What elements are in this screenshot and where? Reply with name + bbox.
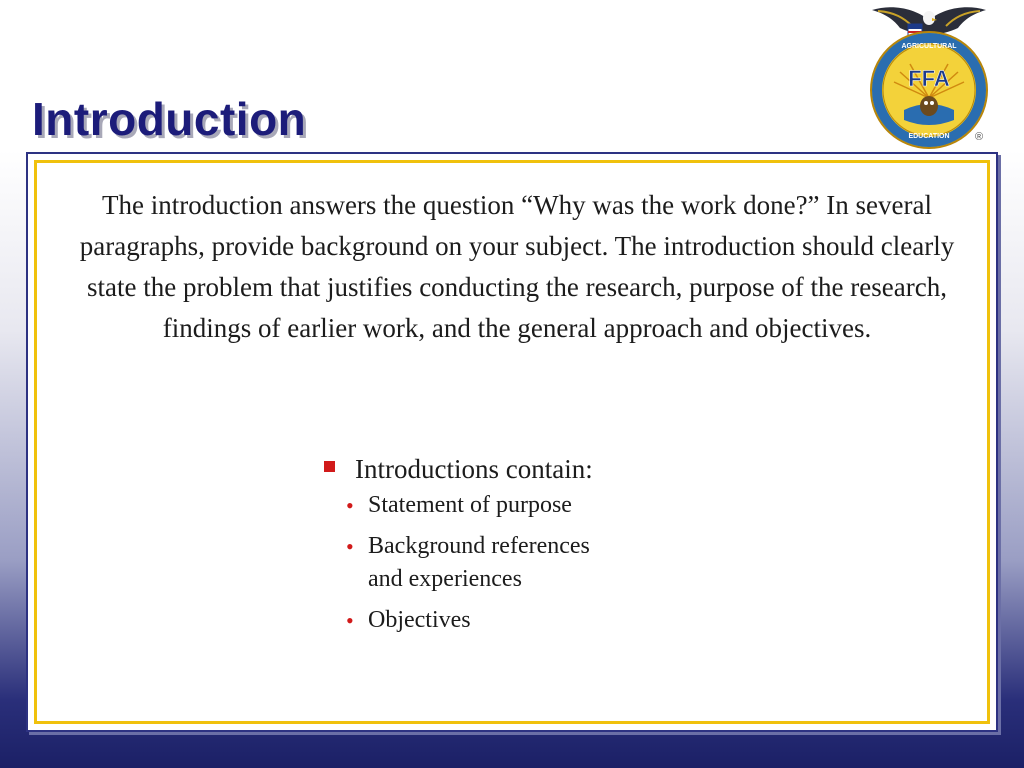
bullet-heading-text: Introductions contain: — [355, 454, 593, 484]
intro-paragraph: The introduction answers the question “Why was the work done?” In several paragraphs, provide background on your subject. The introduction should clearly state the problem that justifies conducting the research, purpose of the research, findings of earlier work, and the general approach and objectives. — [79, 190, 955, 343]
ffa-emblem-icon — [864, 2, 994, 152]
list-item — [322, 604, 628, 637]
dot-bullet-icon: • — [346, 608, 354, 633]
sub-bullet-list — [322, 489, 628, 637]
bullet-list — [322, 449, 628, 645]
list-item — [322, 489, 628, 522]
list-item — [322, 530, 628, 596]
svg-text:FFA: FFA — [908, 66, 950, 91]
content-inner-border — [34, 160, 990, 724]
slide-title: Introduction — [32, 93, 307, 145]
sub-bullet-text: Objectives — [368, 607, 471, 633]
bullet-heading — [322, 449, 628, 489]
content-frame — [26, 152, 998, 732]
sub-bullet-text: Statement of purpose — [368, 492, 572, 518]
svg-text:EDUCATION: EDUCATION — [908, 133, 950, 140]
svg-text:AGRICULTURAL: AGRICULTURAL — [901, 43, 957, 50]
dot-bullet-icon: • — [346, 534, 354, 559]
square-bullet-icon — [324, 461, 335, 472]
sub-bullet-text: Background references and experiences — [368, 533, 590, 592]
registered-mark: ® — [975, 131, 984, 143]
dot-bullet-icon: • — [346, 493, 354, 518]
